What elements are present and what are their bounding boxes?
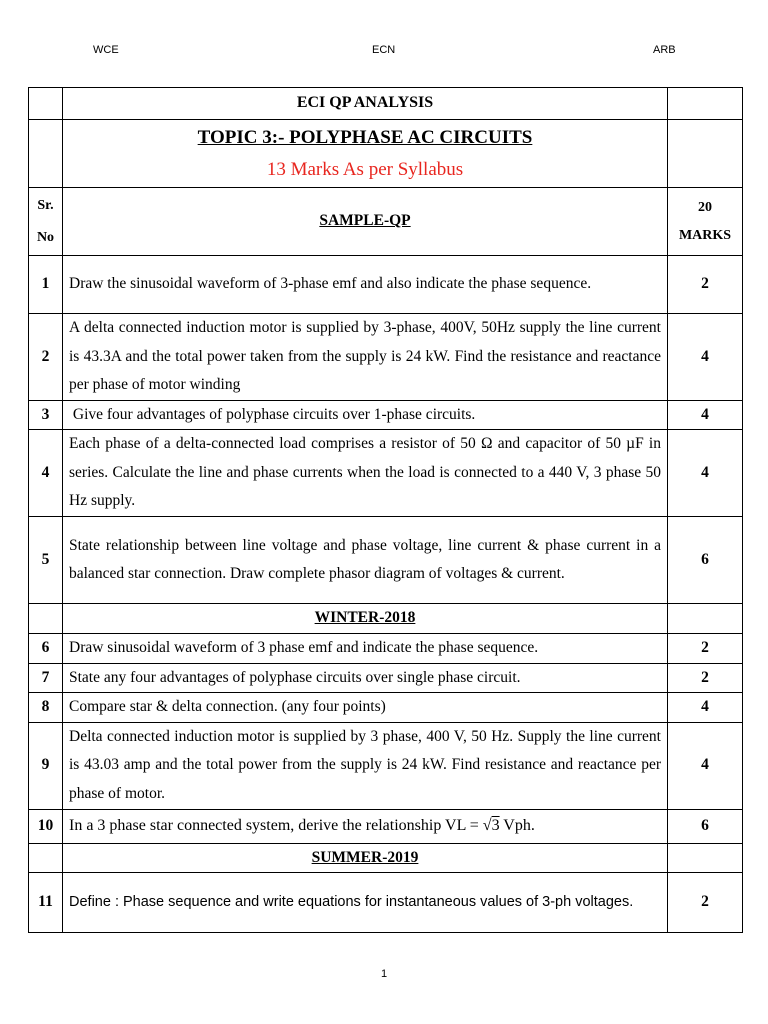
question-text: Draw the sinusoidal waveform of 3-phase emf and also indicate the phase sequence.	[63, 256, 668, 314]
topic-row	[29, 120, 743, 188]
question-text-part: In a 3 phase star connected system, derive the relationship VL =	[69, 816, 483, 834]
question-text: Compare star & delta connection. (any four points)	[63, 693, 668, 723]
table-row	[29, 722, 743, 809]
question-marks: 4	[668, 430, 743, 517]
table-row	[29, 256, 743, 314]
section-winter-2018: WINTER-2018	[314, 609, 416, 626]
sqrt-symbol	[483, 812, 500, 841]
question-number: 6	[29, 633, 63, 663]
question-number: 3	[29, 400, 63, 430]
question-number: 7	[29, 663, 63, 693]
question-text: Delta connected induction motor is supplied by 3 phase, 400 V, 50 Hz. Supply the line current is 43.03 amp and the total power from the supply is 24 kW. Find resistance and reactance per phase of motor.	[63, 722, 668, 809]
table-row	[29, 809, 743, 843]
page-title: ECI QP ANALYSIS	[63, 88, 668, 120]
question-marks: 6	[668, 809, 743, 843]
question-number: 5	[29, 517, 63, 604]
question-marks: 6	[668, 517, 743, 604]
page-number: 1	[380, 968, 388, 980]
table-row	[29, 430, 743, 517]
sr-header-line1: Sr.	[37, 197, 54, 213]
question-number: 9	[29, 722, 63, 809]
question-text: State relationship between line voltage and phase voltage, line current & phase current in a balanced star connection. Draw complete phasor diagram of voltages & current.	[63, 517, 668, 604]
table-row	[29, 314, 743, 401]
table-row	[29, 693, 743, 723]
question-marks: 2	[668, 873, 743, 933]
question-text: Define : Phase sequence and write equations for instantaneous values of 3-ph voltages.	[63, 873, 668, 933]
sqrt-sign: √	[482, 816, 492, 834]
sr-no-header	[29, 188, 63, 256]
question-number: 11	[29, 873, 63, 933]
header-right: ARB	[653, 44, 676, 56]
header-center: ECN	[372, 44, 396, 56]
question-marks: 2	[668, 256, 743, 314]
section-row	[29, 604, 743, 634]
table-row	[29, 633, 743, 663]
column-header-row	[29, 188, 743, 256]
question-marks: 4	[668, 722, 743, 809]
sqrt-radicand: 3	[491, 816, 500, 834]
question-text: Each phase of a delta-connected load comprises a resistor of 50 Ω and capacitor of 50 µF in series. Calculate the line and phase currents when the load is connected to a 440 V, 3 phase 50 Hz supply.	[63, 430, 668, 517]
question-number: 1	[29, 256, 63, 314]
section-summer-2019: SUMMER-2019	[311, 848, 419, 866]
question-text: State any four advantages of polyphase circuits over single phase circuit.	[63, 663, 668, 693]
question-marks: 4	[668, 314, 743, 401]
question-text: A delta connected induction motor is supplied by 3-phase, 400V, 50Hz supply the line current is 43.3A and the total power taken from the supply is 24 kW. Find the resistance and reactance per phase of motor winding	[63, 314, 668, 401]
syllabus-marks: 13 Marks As per Syllabus	[266, 158, 464, 180]
header-left: WCE	[93, 44, 119, 56]
question-text	[63, 809, 668, 843]
table-row	[29, 663, 743, 693]
table-row	[29, 517, 743, 604]
question-number: 10	[29, 809, 63, 843]
title-row	[29, 88, 743, 120]
question-marks: 2	[668, 663, 743, 693]
question-number: 8	[29, 693, 63, 723]
question-text-part: Vph.	[499, 816, 535, 834]
question-marks: 4	[668, 693, 743, 723]
table-row	[29, 400, 743, 430]
marks-header-line1: 20	[698, 199, 712, 215]
marks-header	[668, 188, 743, 256]
question-text: Give four advantages of polyphase circuits over 1-phase circuits.	[63, 400, 668, 430]
marks-header-line2: MARKS	[678, 227, 732, 243]
question-number: 2	[29, 314, 63, 401]
sr-header-line2: No	[36, 229, 55, 245]
section-sample-qp: SAMPLE-QP	[319, 212, 411, 230]
question-table	[28, 87, 743, 933]
question-marks: 4	[668, 400, 743, 430]
question-number: 4	[29, 430, 63, 517]
table-row	[29, 873, 743, 933]
section-row	[29, 843, 743, 873]
topic-heading: TOPIC 3:- POLYPHASE AC CIRCUITS	[197, 126, 533, 148]
question-text: Draw sinusoidal waveform of 3 phase emf and indicate the phase sequence.	[63, 633, 668, 663]
question-marks: 2	[668, 633, 743, 663]
